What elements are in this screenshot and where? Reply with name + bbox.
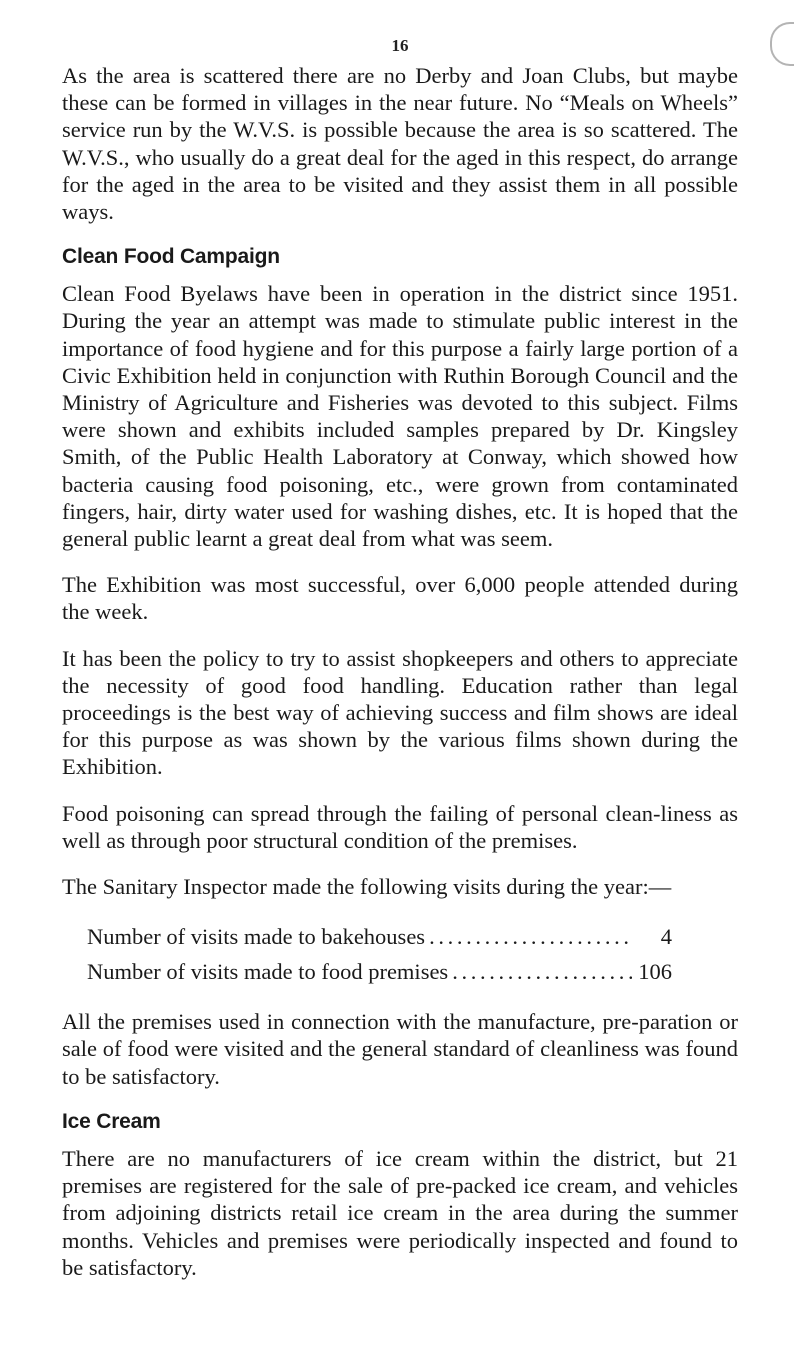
clean-food-paragraph-1: Clean Food Byelaws have been in operation in the district since 1951. During the year an attempt was made to stimulate public interest in the importance of food hygiene and for this purpose a fairly large portion of a Civic Exhibition held in conjunction with Ruthin Borough Council and the Ministry of Agriculture and Fisheries was devoted to this subject. Films were shown and exhibits included samples prepared by Dr. Kingsley Smith, of the Public Health Laboratory at Conway, which showed how bacteria causing food poisoning, etc., were grown from contaminated fingers, hair, dirty water used for washing dishes, etc. It is hoped that the general public learnt a great deal from what was seem.	[62, 281, 738, 552]
page-corner-mark	[770, 22, 794, 66]
clean-food-paragraph-3: It has been the policy to try to assist shopkeepers and others to appreciate the necessity of good food handling. Education rather than legal proceedings is the best way of achieving success and film shows are ideal for this purpose as was shown by the various films shown during the Exhibition.	[62, 645, 738, 780]
visits-label: Number of visits made to bakehouses	[87, 924, 426, 950]
ice-cream-paragraph: There are no manufacturers of ice cream within the district, but 21 premises are registered for the sale of pre-packed ice cream, and vehicles from adjoining districts retail ice cream in the area during the summer months. Vehicles and premises were periodically inspected and found to be satisfactory.	[62, 1145, 738, 1280]
visits-value: 106	[638, 959, 672, 985]
visits-label: Number of visits made to food premises	[87, 959, 449, 985]
clean-food-paragraph-2: The Exhibition was most successful, over 6,000 people attended during the week.	[62, 572, 738, 625]
clean-food-paragraph-5: The Sanitary Inspector made the following visits during the year:—	[62, 874, 672, 900]
clean-food-paragraph-6: All the premises used in connection with the manufacture, pre-paration or sale of food were visited and the general standard of cleanliness was found to be satisfactory.	[62, 1009, 738, 1089]
ice-cream-heading: Ice Cream	[62, 1109, 161, 1133]
clean-food-heading: Clean Food Campaign	[62, 245, 280, 269]
page-content	[62, 62, 738, 1300]
visits-value: 4	[660, 924, 672, 950]
visits-row-bakehouses	[87, 919, 672, 954]
visits-row-food-premises	[87, 954, 672, 989]
intro-paragraph: As the area is scattered there are no Derby and Joan Clubs, but maybe these can be formed in villages in the near future. No “Meals on Wheels” service run by the W.V.S. is possible because the area is so scattered. The W.V.S., who usually do a great deal for the aged in this respect, do arrange for the aged in the area to be visited and they assist them in all possible ways.	[62, 63, 738, 225]
clean-food-paragraph-4: Food poisoning can spread through the failing of personal clean-liness as well as through poor structural condition of the premises.	[62, 800, 738, 853]
dot-leader	[429, 919, 632, 954]
dot-leader	[452, 954, 632, 989]
visits-list	[87, 919, 738, 989]
page-number: 16	[391, 36, 409, 55]
